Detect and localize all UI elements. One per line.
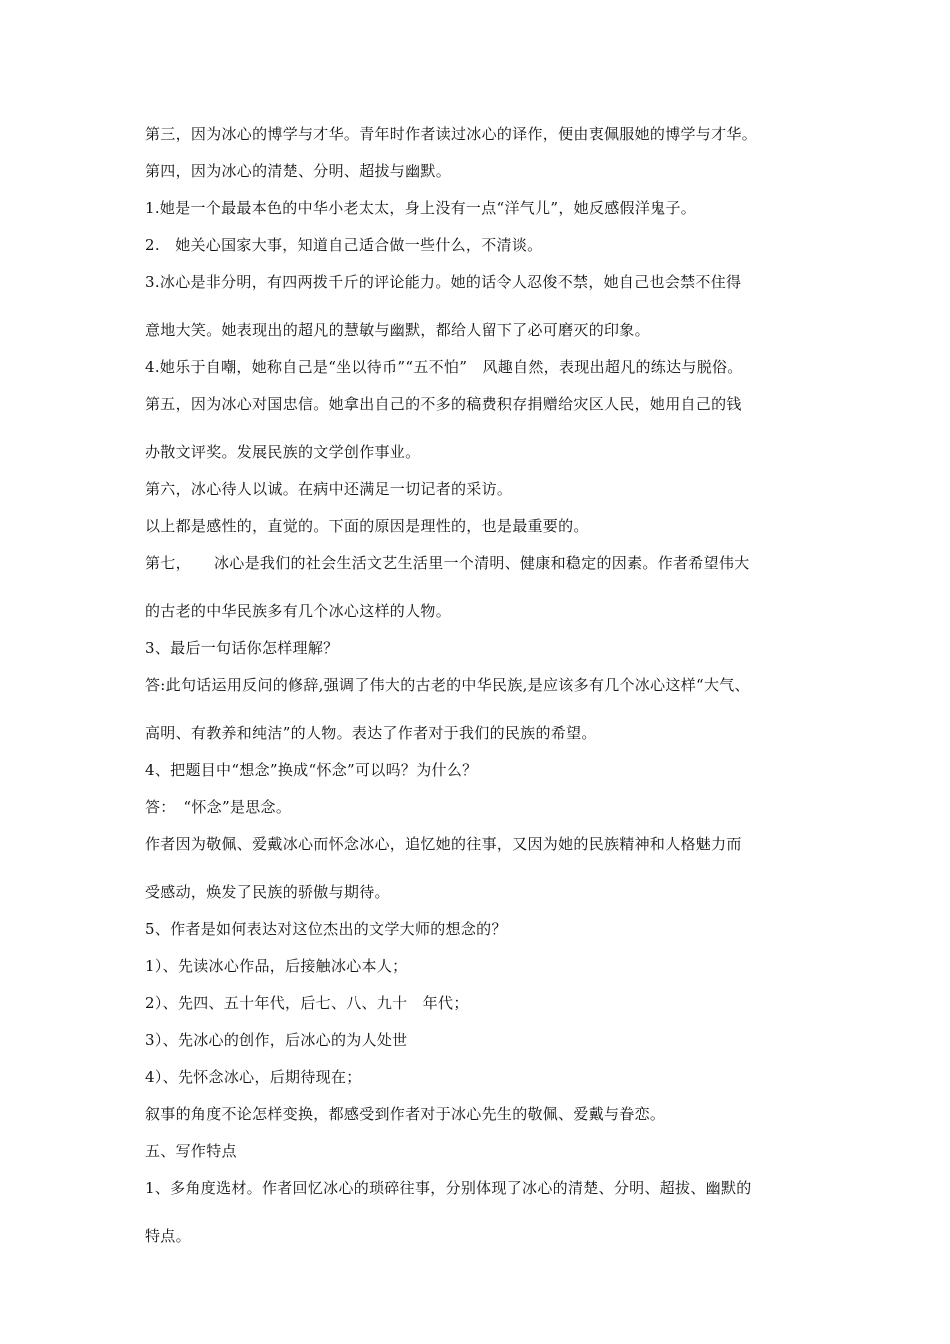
text-line: 高明、有教养和纯洁”的人物。表达了作者对于我们的民族的希望。 bbox=[145, 724, 597, 742]
text-line: 受感动，焕发了民族的骄傲与期待。 bbox=[145, 883, 390, 901]
text-line: 3）、先冰心的创作，后冰心的为人处世 bbox=[145, 1031, 408, 1049]
text-line: 4.她乐于自嘲，她称自己是“坐以待币”“五不怕” 风趣自然，表现出超凡的练达与脱俗。 bbox=[145, 358, 743, 376]
text-line: 第五，因为冰心对国忠信。她拿出自己的不多的稿费积存捐赠给灾区人民，她用自己的钱 bbox=[145, 395, 742, 413]
text-line: 1）、先读冰心作品，后接触冰心本人； bbox=[145, 957, 408, 975]
text-line: 第六，冰心待人以诚。在病中还满足一切记者的采访。 bbox=[145, 480, 513, 498]
text-line: 答:此句话运用反问的修辞,强调了伟大的古老的中华民族,是应该多有几个冰心这样“大气、 bbox=[145, 676, 750, 694]
text-line: 作者因为敬佩、爱戴冰心而怀念冰心，追忆她的往事，又因为她的民族精神和人格魅力而 bbox=[145, 835, 742, 853]
text-line: 1、多角度选材。作者回忆冰心的琐碎往事，分别体现了冰心的清楚、分明、超拔、幽默的 bbox=[145, 1179, 752, 1197]
text-line: 特点。 bbox=[145, 1227, 191, 1245]
text-line: 1.她是一个最最本色的中华小老太太，身上没有一点“洋气儿”，她反感假洋鬼子。 bbox=[145, 199, 697, 217]
text-line: 意地大笑。她表现出的超凡的慧敏与幽默，都给人留下了必可磨灭的印象。 bbox=[145, 321, 650, 339]
text-line: 4、把题目中“想念”换成“怀念”可以吗？为什么？ bbox=[145, 761, 478, 779]
section-heading: 五、写作特点 bbox=[145, 1142, 237, 1160]
document-body bbox=[145, 124, 825, 1247]
text-line: 第七， 冰心是我们的社会生活文艺生活里一个清明、健康和稳定的因素。作者希望伟大 bbox=[145, 554, 750, 572]
text-line: 以上都是感性的，直觉的。下面的原因是理性的，也是最重要的。 bbox=[145, 517, 589, 535]
text-line: 第三，因为冰心的博学与才华。青年时作者读过冰心的译作，便由衷佩服她的博学与才华。 bbox=[145, 125, 758, 143]
text-line: 3.冰心是非分明，有四两拨千斤的评论能力。她的话令人忍俊不禁，她自己也会禁不住得 bbox=[145, 273, 742, 291]
text-line: 叙事的角度不论怎样变换，都感受到作者对于冰心先生的敬佩、爱戴与眷恋。 bbox=[145, 1105, 666, 1123]
text-line: 2）、先四、五十年代，后七、八、九十 年代； bbox=[145, 994, 469, 1012]
text-line: 3、最后一句话你怎样理解？ bbox=[145, 639, 339, 657]
text-line: 答： “怀念”是思念。 bbox=[145, 798, 292, 816]
text-line: 办散文评奖。发展民族的文学创作事业。 bbox=[145, 443, 421, 461]
text-line: 2. 她关心国家大事，知道自己适合做一些什么，不清谈。 bbox=[145, 236, 543, 254]
text-line: 第四，因为冰心的清楚、分明、超拔与幽默。 bbox=[145, 162, 452, 180]
text-line: 5、作者是如何表达对这位杰出的文学大师的想念的？ bbox=[145, 920, 507, 938]
text-line: 的古老的中华民族多有几个冰心这样的人物。 bbox=[145, 602, 452, 620]
text-line: 4）、先怀念冰心，后期待现在； bbox=[145, 1068, 362, 1086]
